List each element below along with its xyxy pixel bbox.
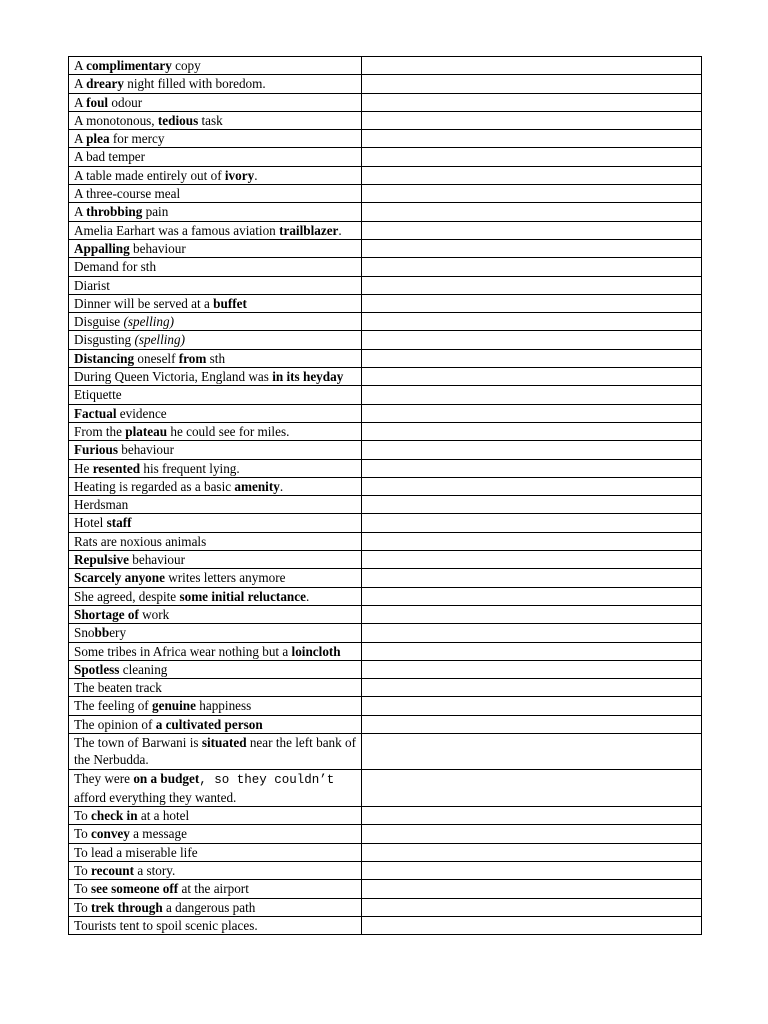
table-row <box>69 605 702 623</box>
answer-cell[interactable] <box>362 148 702 166</box>
table-row <box>69 624 702 642</box>
table-row <box>69 386 702 404</box>
term-text: A table made entirely out of <box>74 167 225 183</box>
bold-term-text: staff <box>106 515 132 531</box>
bold-term-text: buffet <box>213 295 247 311</box>
term-text: night filled with boredom. <box>123 76 266 92</box>
term-text: The town of Barwani is <box>74 734 202 750</box>
bold-term-text: Appalling <box>74 240 130 256</box>
bold-term-text: Scarcely anyone <box>74 570 165 586</box>
answer-cell[interactable] <box>362 715 702 733</box>
answer-cell[interactable] <box>362 185 702 203</box>
term-text: During Queen Victoria, England was <box>74 369 273 385</box>
term-cell <box>69 75 362 93</box>
bold-term-text: Shortage of <box>74 606 139 622</box>
answer-cell[interactable] <box>362 368 702 386</box>
term-cell <box>69 496 362 514</box>
bold-term-text: plea <box>86 131 110 147</box>
table-row <box>69 459 702 477</box>
term-text: a message <box>129 826 187 842</box>
answer-cell[interactable] <box>362 769 702 807</box>
term-text: The feeling of <box>74 698 152 714</box>
term-text: Sno <box>74 625 95 641</box>
table-row <box>69 733 702 769</box>
table-row <box>69 258 702 276</box>
term-text: To <box>74 881 92 897</box>
bold-term-text: foul <box>86 94 109 110</box>
term-text: his frequent lying. <box>140 460 240 476</box>
italic-note-text: (spelling) <box>123 314 174 330</box>
bold-term-text: recount <box>91 863 135 879</box>
table-row <box>69 807 702 825</box>
answer-cell[interactable] <box>362 57 702 75</box>
term-text: pain <box>142 204 169 220</box>
table-row <box>69 422 702 440</box>
term-cell <box>69 532 362 550</box>
bold-term-text: Factual <box>74 405 117 421</box>
bold-term-text: on a budget <box>133 770 200 786</box>
bold-term-text: genuine <box>152 698 196 714</box>
term-text: The beaten track <box>74 680 162 696</box>
bold-term-text: convey <box>91 826 130 842</box>
bold-term-text: check in <box>91 808 138 824</box>
table-row <box>69 294 702 312</box>
bold-term-text: trek through <box>91 899 163 915</box>
term-text: To <box>74 826 92 842</box>
term-cell <box>69 551 362 569</box>
answer-cell[interactable] <box>362 697 702 715</box>
answer-cell[interactable] <box>362 916 702 934</box>
answer-cell[interactable] <box>362 422 702 440</box>
table-row <box>69 276 702 294</box>
table-row <box>69 496 702 514</box>
term-text: Amelia Earhart was a famous aviation <box>74 222 280 238</box>
table-row <box>69 93 702 111</box>
term-text: Demand for sth <box>74 259 157 275</box>
term-text: A <box>74 94 87 110</box>
term-text: Some tribes in Africa wear nothing but a <box>74 643 292 659</box>
term-cell <box>69 898 362 916</box>
table-row <box>69 843 702 861</box>
term-cell <box>69 331 362 349</box>
term-cell <box>69 916 362 934</box>
table-row <box>69 862 702 880</box>
term-cell <box>69 130 362 148</box>
term-cell <box>69 294 362 312</box>
bold-term-text: loincloth <box>291 643 341 659</box>
term-cell <box>69 368 362 386</box>
table-row <box>69 642 702 660</box>
term-text: To lead a miserable life <box>74 844 198 860</box>
term-text: A monotonous, <box>74 112 158 128</box>
answer-cell[interactable] <box>362 679 702 697</box>
term-cell <box>69 862 362 880</box>
term-text: . <box>254 167 258 183</box>
table-row <box>69 313 702 331</box>
term-cell <box>69 148 362 166</box>
answer-cell[interactable] <box>362 93 702 111</box>
term-text: . <box>279 478 284 494</box>
table-row <box>69 185 702 203</box>
answer-cell[interactable] <box>362 624 702 642</box>
term-text: he could see for miles. <box>167 423 290 439</box>
italic-note-text: (spelling) <box>134 332 185 348</box>
term-text: A <box>74 204 87 220</box>
table-row <box>69 203 702 221</box>
answer-cell[interactable] <box>362 514 702 532</box>
term-cell <box>69 587 362 605</box>
answer-cell[interactable] <box>362 313 702 331</box>
bold-term-text: amenity <box>234 478 280 494</box>
term-cell <box>69 185 362 203</box>
answer-cell[interactable] <box>362 807 702 825</box>
term-text: oneself <box>134 350 179 366</box>
term-cell <box>69 697 362 715</box>
term-cell <box>69 477 362 495</box>
table-row <box>69 514 702 532</box>
term-cell <box>69 843 362 861</box>
answer-cell[interactable] <box>362 349 702 367</box>
term-text: They were <box>74 770 134 786</box>
term-cell <box>69 605 362 623</box>
term-text: He <box>74 460 93 476</box>
answer-cell[interactable] <box>362 459 702 477</box>
term-text: To <box>74 899 92 915</box>
bold-term-text: trailblazer <box>279 222 339 238</box>
term-text: Diarist <box>74 277 110 293</box>
table-row <box>69 75 702 93</box>
term-text: Hotel <box>74 515 107 531</box>
table-row <box>69 130 702 148</box>
vocabulary-table <box>68 56 702 935</box>
term-text: evidence <box>116 405 167 421</box>
term-text: copy <box>171 58 201 73</box>
table-row <box>69 221 702 239</box>
term-cell <box>69 57 362 75</box>
term-text: cleaning <box>119 661 168 677</box>
table-row <box>69 57 702 75</box>
bold-term-text: situated <box>201 734 247 750</box>
bold-term-text: Repulsive <box>74 552 129 568</box>
table-row <box>69 898 702 916</box>
table-row <box>69 404 702 422</box>
table-row <box>69 660 702 678</box>
term-text: writes letters anymore <box>164 570 286 586</box>
term-text: sth <box>206 350 226 366</box>
answer-cell[interactable] <box>362 166 702 184</box>
term-cell <box>69 642 362 660</box>
answer-cell[interactable] <box>362 825 702 843</box>
term-text: A <box>74 131 87 147</box>
table-row <box>69 441 702 459</box>
bold-term-text: tedious <box>157 112 199 128</box>
term-cell <box>69 422 362 440</box>
term-text: at a hotel <box>137 808 190 824</box>
answer-cell[interactable] <box>362 441 702 459</box>
bold-term-text: complimentary <box>86 58 172 73</box>
term-text: a dangerous path <box>162 899 256 915</box>
term-cell <box>69 569 362 587</box>
table-row <box>69 368 702 386</box>
term-text: at the airport <box>178 881 249 897</box>
answer-cell[interactable] <box>362 642 702 660</box>
term-cell <box>69 769 362 807</box>
term-text: Etiquette <box>74 387 122 403</box>
bold-term-text: in its heyday <box>272 369 344 385</box>
bold-term-text: a cultivated person <box>155 716 263 732</box>
table-row <box>69 239 702 257</box>
term-cell <box>69 441 362 459</box>
answer-cell[interactable] <box>362 733 702 769</box>
answer-cell[interactable] <box>362 898 702 916</box>
term-cell <box>69 715 362 733</box>
answer-cell[interactable] <box>362 331 702 349</box>
answer-cell[interactable] <box>362 660 702 678</box>
table-row <box>69 477 702 495</box>
term-text: The opinion of <box>74 716 156 732</box>
bold-term-text: Spotless <box>74 661 120 677</box>
bold-term-text: resented <box>92 460 141 476</box>
term-text: odour <box>108 94 143 110</box>
term-text: Dinner will be served at a <box>74 295 214 311</box>
term-text: . <box>338 222 342 238</box>
table-row <box>69 331 702 349</box>
bold-term-text: throbbing <box>86 204 143 220</box>
bold-term-text: some initial reluctance <box>179 588 306 604</box>
term-text: A three-course meal <box>74 186 181 202</box>
term-text: A bad temper <box>74 149 146 165</box>
term-cell <box>69 386 362 404</box>
term-cell <box>69 239 362 257</box>
term-text: task <box>198 112 223 128</box>
term-cell <box>69 459 362 477</box>
term-cell <box>69 276 362 294</box>
term-text: Heating is regarded as a basic <box>74 478 235 494</box>
answer-cell[interactable] <box>362 605 702 623</box>
table-row <box>69 880 702 898</box>
table-row <box>69 349 702 367</box>
answer-cell[interactable] <box>362 532 702 550</box>
term-text: for mercy <box>109 131 165 147</box>
vocabulary-table-body <box>69 57 702 935</box>
answer-cell[interactable] <box>362 203 702 221</box>
term-text: Herdsman <box>74 497 129 513</box>
table-row <box>69 769 702 807</box>
answer-cell[interactable] <box>362 862 702 880</box>
term-text: behaviour <box>117 442 174 458</box>
table-row <box>69 111 702 129</box>
term-cell <box>69 679 362 697</box>
bold-term-text: Distancing <box>74 350 135 366</box>
bold-term-text: plateau <box>125 423 168 439</box>
bold-term-text: bb <box>94 625 110 641</box>
term-text: . <box>305 588 310 604</box>
answer-cell[interactable] <box>362 276 702 294</box>
term-text: Tourists tent to spoil scenic places. <box>74 917 258 933</box>
table-row <box>69 569 702 587</box>
answer-cell[interactable] <box>362 386 702 404</box>
bold-term-text: Furious <box>74 442 118 458</box>
term-text: A <box>74 76 87 92</box>
term-text: To <box>74 863 92 879</box>
term-cell <box>69 733 362 769</box>
answer-cell[interactable] <box>362 258 702 276</box>
answer-cell[interactable] <box>362 239 702 257</box>
term-cell <box>69 93 362 111</box>
answer-cell[interactable] <box>362 569 702 587</box>
term-cell <box>69 166 362 184</box>
bold-term-text: see someone off <box>91 881 179 897</box>
answer-cell[interactable] <box>362 111 702 129</box>
term-cell <box>69 880 362 898</box>
answer-cell[interactable] <box>362 404 702 422</box>
term-text: behaviour <box>128 552 185 568</box>
table-row <box>69 679 702 697</box>
term-text: To <box>74 808 92 824</box>
term-text: Disgusting <box>74 332 135 348</box>
answer-cell[interactable] <box>362 130 702 148</box>
term-text: A <box>74 58 87 73</box>
answer-cell[interactable] <box>362 75 702 93</box>
term-cell <box>69 825 362 843</box>
term-text: afford everything they wanted. <box>74 789 237 805</box>
term-text: behaviour <box>129 240 186 256</box>
table-row <box>69 697 702 715</box>
term-cell <box>69 313 362 331</box>
table-row <box>69 532 702 550</box>
table-row <box>69 825 702 843</box>
term-cell <box>69 258 362 276</box>
term-cell <box>69 203 362 221</box>
table-row <box>69 551 702 569</box>
answer-cell[interactable] <box>362 477 702 495</box>
answer-cell[interactable] <box>362 551 702 569</box>
term-cell <box>69 221 362 239</box>
term-cell <box>69 807 362 825</box>
answer-cell[interactable] <box>362 294 702 312</box>
term-cell <box>69 514 362 532</box>
term-cell <box>69 349 362 367</box>
term-text: happiness <box>195 698 252 714</box>
bold-term-text: dreary <box>86 76 124 92</box>
answer-cell[interactable] <box>362 496 702 514</box>
term-cell <box>69 624 362 642</box>
answer-cell[interactable] <box>362 221 702 239</box>
term-cell <box>69 111 362 129</box>
table-row <box>69 148 702 166</box>
term-text: ery <box>109 625 127 641</box>
answer-cell[interactable] <box>362 587 702 605</box>
term-text: Rats are noxious animals <box>74 533 207 549</box>
term-cell <box>69 404 362 422</box>
answer-cell[interactable] <box>362 843 702 861</box>
table-row <box>69 916 702 934</box>
table-row <box>69 587 702 605</box>
term-text: near the left bank of the Nerbudda. <box>74 734 357 768</box>
mono-text: , so they couldn’t <box>199 772 335 787</box>
bold-term-text: ivory <box>224 167 255 183</box>
term-text: From the <box>74 423 126 439</box>
answer-cell[interactable] <box>362 880 702 898</box>
term-cell <box>69 660 362 678</box>
term-text: work <box>138 606 170 622</box>
table-row <box>69 715 702 733</box>
term-text: She agreed, despite <box>74 588 180 604</box>
term-text: Disguise <box>74 314 124 330</box>
term-text: a story. <box>134 863 176 879</box>
bold-term-text: from <box>178 350 207 366</box>
table-row <box>69 166 702 184</box>
